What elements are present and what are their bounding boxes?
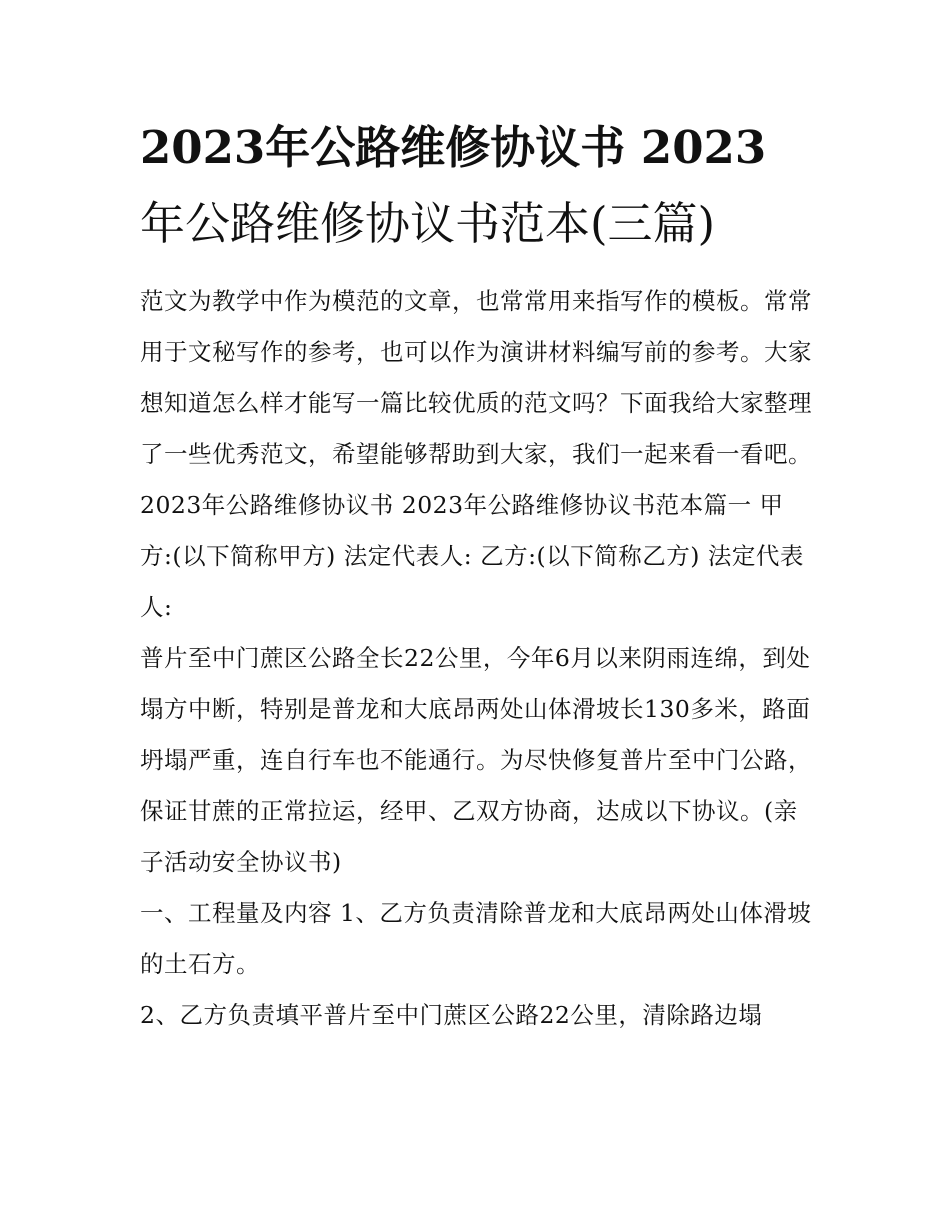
document-title-line-1: 2023年公路维修协议书 2023 [140,121,767,174]
document-title-line-2: 年公路维修协议书范本(三篇) [140,197,716,250]
paragraph-scope-item-1: 一、工程量及内容 1、乙方负责清除普龙和大底昂两处山体滑坡的土石方。 [140,899,812,978]
paragraph-parties: 2023年公路维修协议书 2023年公路维修协议书范本篇一 甲方:(以下简称甲方) 法定代表人: 乙方:(以下简称乙方) 法定代表人: [140,491,804,621]
paragraph-scope-item-2: 2、乙方负责填平普片至中门蔗区公路22公里，清除路边塌 [140,1001,763,1029]
document-title [140,110,815,262]
paragraph-intro: 范文为教学中作为模范的文章，也常常用来指写作的模板。常常用于文秘写作的参考，也可以作为演讲材料编写前的参考。大家想知道怎么样才能写一篇比较优质的范文吗？下面我给大家整理了一些优秀范文，希望能够帮助到大家，我们一起来看一看吧。 [140,287,812,468]
document-page [140,110,815,1041]
paragraph-background: 普片至中门蔗区公路全长22公里，今年6月以来阴雨连绵，到处塌方中断，特别是普龙和大底昂两处山体滑坡长130多米，路面坍塌严重，连自行车也不能通行。为尽快修复普片至中门公路，保证甘蔗的正常拉运，经甲、乙双方协商，达成以下协议。(亲子活动安全协议书) [140,644,812,876]
